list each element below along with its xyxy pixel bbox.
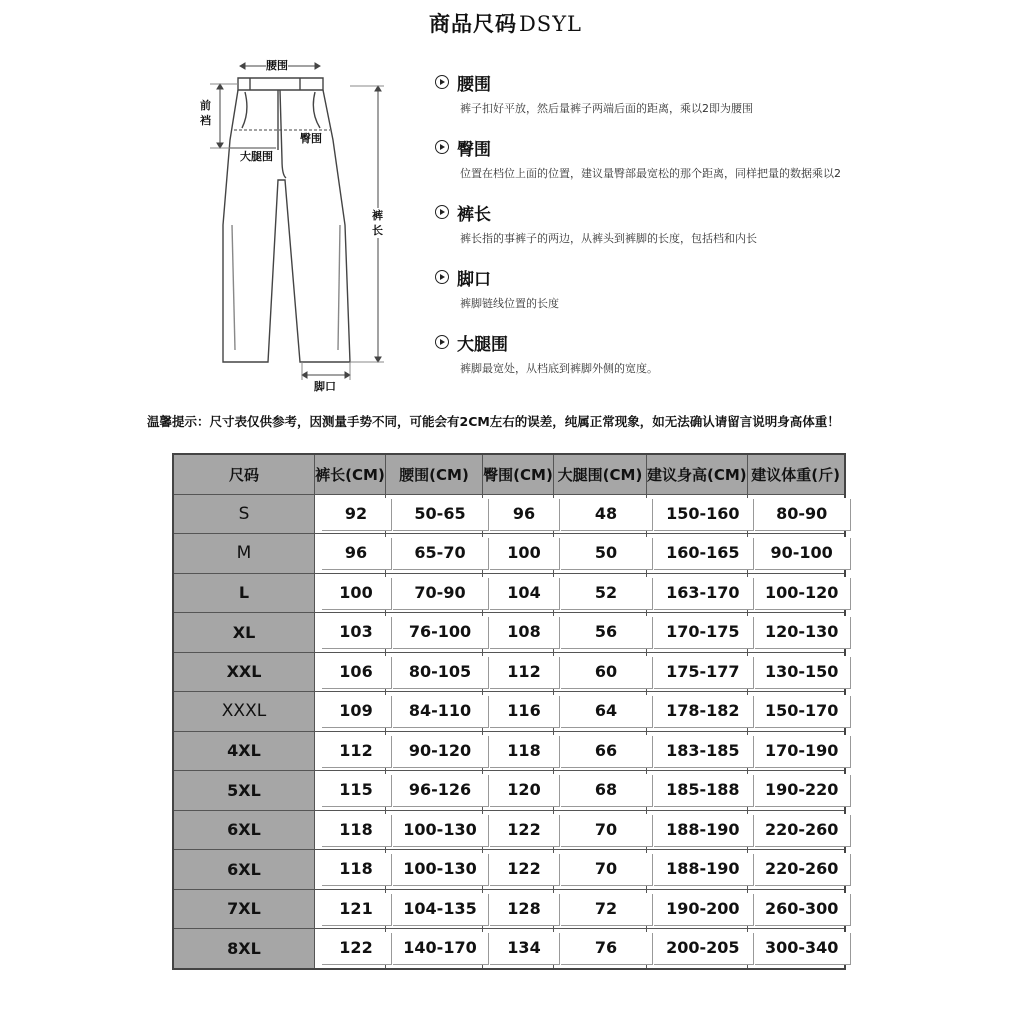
play-circle-icon [435,335,449,349]
cell-value: 116 [489,695,559,727]
definition-desc: 位置在档位上面的位置，建议量臀部最宽松的那个距离，同样把量的数据乘以2 [460,167,841,180]
table-cell [483,494,554,534]
table-cell [747,810,845,850]
cell-value: 96-126 [392,774,488,806]
cell-value: 163-170 [653,577,753,609]
cell-value: 68 [560,774,652,806]
table-cell [647,652,748,692]
table-cell [554,494,647,534]
definition-title: 脚口 [457,269,491,290]
cell-value: 50-65 [392,498,488,530]
cell-value: 220-260 [754,814,850,846]
cell-value: 170-175 [653,616,753,648]
table-cell [315,692,386,732]
cell-value: 130-150 [754,656,850,688]
cell-value: 122 [489,814,559,846]
cell-value: 134 [489,932,559,964]
table-cell [386,692,483,732]
cell-value: 170-190 [754,735,850,767]
table-cell [386,771,483,811]
table-cell [386,889,483,929]
table-cell [747,771,845,811]
table-row [173,534,845,574]
table-cell [483,850,554,890]
hip-label: 臀围 [300,132,322,145]
cell-value: 103 [321,616,391,648]
table-cell [315,771,386,811]
cell-value: 100-120 [754,577,850,609]
table-cell [315,850,386,890]
cell-value: 65-70 [392,537,488,569]
table-cell [315,494,386,534]
definition-waist [435,70,995,135]
cell-value: 56 [560,616,652,648]
definition-thigh [435,330,995,395]
table-cell [483,731,554,771]
size-label-cell: 8XL [173,929,315,969]
cell-value: 100 [321,577,391,609]
pants-diagram [190,50,405,400]
size-label-cell: XXL [173,652,315,692]
cell-value: 188-190 [653,814,753,846]
length-label: 裤长 [372,209,383,237]
size-label-cell: 6XL [173,810,315,850]
cell-value: 100-130 [392,853,488,885]
play-circle-icon [435,205,449,219]
table-cell [483,573,554,613]
table-row [173,494,845,534]
measurement-definitions [435,70,995,395]
cell-value: 108 [489,616,559,648]
table-cell [483,692,554,732]
table-cell [386,652,483,692]
table-cell [647,692,748,732]
size-label-cell: S [173,494,315,534]
table-cell [315,810,386,850]
column-header: 建议体重(斤) [747,454,845,494]
size-label-cell: M [173,534,315,574]
table-cell [315,573,386,613]
table-row [173,771,845,811]
size-table [172,453,846,970]
cell-value: 160-165 [653,537,753,569]
size-label-cell: 7XL [173,889,315,929]
cell-value: 122 [321,932,391,964]
cell-value: 70-90 [392,577,488,609]
table-cell [554,692,647,732]
table-cell [386,494,483,534]
table-cell [315,889,386,929]
cell-value: 66 [560,735,652,767]
table-cell [747,850,845,890]
table-row [173,810,845,850]
cell-value: 120-130 [754,616,850,648]
table-cell [747,652,845,692]
table-cell [647,731,748,771]
cell-value: 80-105 [392,656,488,688]
table-cell [647,810,748,850]
size-label-cell: XXXL [173,692,315,732]
table-cell [386,613,483,653]
table-cell [315,929,386,969]
cell-value: 175-177 [653,656,753,688]
cell-value: 96 [489,498,559,530]
table-cell [386,573,483,613]
cell-value: 120 [489,774,559,806]
cell-value: 122 [489,853,559,885]
table-cell [647,771,748,811]
cell-value: 100 [489,537,559,569]
table-cell [315,613,386,653]
front-rise-label: 前裆 [200,99,211,127]
definition-desc: 裤子扣好平放，然后量裤子两端后面的距离，乘以2即为腰围 [460,102,753,115]
table-cell [554,889,647,929]
table-cell [386,731,483,771]
definition-title: 大腿围 [457,334,508,355]
table-cell [747,494,845,534]
cell-value: 50 [560,537,652,569]
cell-value: 150-170 [754,695,850,727]
size-label-cell: 6XL [173,850,315,890]
cell-value: 112 [489,656,559,688]
table-cell [483,889,554,929]
table-row [173,889,845,929]
table-row [173,652,845,692]
table-row [173,850,845,890]
cell-value: 70 [560,814,652,846]
cell-value: 260-300 [754,893,850,925]
cell-value: 104-135 [392,893,488,925]
cell-value: 52 [560,577,652,609]
table-cell [647,889,748,929]
leg-opening-label: 脚口 [314,380,336,393]
cell-value: 185-188 [653,774,753,806]
definition-title: 裤长 [457,204,491,225]
column-header: 臀围(CM) [483,454,554,494]
cell-value: 112 [321,735,391,767]
table-cell [554,771,647,811]
table-cell [386,929,483,969]
table-cell [747,889,845,929]
cell-value: 118 [321,853,391,885]
definition-desc: 裤脚链线位置的长度 [460,297,559,310]
cell-value: 92 [321,498,391,530]
table-cell [386,850,483,890]
table-cell [647,850,748,890]
table-row [173,929,845,969]
cell-value: 190-220 [754,774,850,806]
table-cell [554,929,647,969]
table-cell [483,771,554,811]
column-header: 大腿围(CM) [554,454,647,494]
table-cell [647,613,748,653]
table-row [173,692,845,732]
cell-value: 183-185 [653,735,753,767]
cell-value: 90-120 [392,735,488,767]
table-cell [647,573,748,613]
table-row [173,731,845,771]
cell-value: 178-182 [653,695,753,727]
definition-hip [435,135,995,200]
play-circle-icon [435,140,449,154]
table-cell [315,534,386,574]
cell-value: 84-110 [392,695,488,727]
cell-value: 76-100 [392,616,488,648]
table-cell [747,692,845,732]
cell-value: 90-100 [754,537,850,569]
table-cell [554,850,647,890]
cell-value: 128 [489,893,559,925]
cell-value: 72 [560,893,652,925]
table-row [173,573,845,613]
cell-value: 188-190 [653,853,753,885]
table-cell [747,613,845,653]
cell-value: 140-170 [392,932,488,964]
table-header-row [173,454,845,494]
table-cell [747,929,845,969]
table-cell [647,534,748,574]
play-circle-icon [435,75,449,89]
size-table-body [173,494,845,969]
table-cell [554,573,647,613]
definition-length [435,200,995,265]
table-cell [647,929,748,969]
cell-value: 300-340 [754,932,850,964]
size-label-cell: L [173,573,315,613]
column-header: 尺码 [173,454,315,494]
definition-leg-opening [435,265,995,330]
table-cell [483,652,554,692]
cell-value: 150-160 [653,498,753,530]
cell-value: 70 [560,853,652,885]
size-label-cell: XL [173,613,315,653]
cell-value: 48 [560,498,652,530]
table-cell [386,534,483,574]
thigh-label: 大腿围 [240,150,273,163]
definition-desc: 裤长指的事裤子的两边，从裤头到裤脚的长度，包括档和内长 [460,232,757,245]
table-cell [747,731,845,771]
cell-value: 121 [321,893,391,925]
size-label-cell: 4XL [173,731,315,771]
table-cell [483,929,554,969]
column-header: 裤长(CM) [315,454,386,494]
cell-value: 80-90 [754,498,850,530]
cell-value: 200-205 [653,932,753,964]
table-cell [554,652,647,692]
definition-title: 臀围 [457,139,491,160]
table-cell [747,573,845,613]
cell-value: 118 [321,814,391,846]
table-cell [386,810,483,850]
cell-value: 64 [560,695,652,727]
waist-label: 腰围 [266,59,288,72]
cell-value: 100-130 [392,814,488,846]
table-cell [315,731,386,771]
table-cell [483,534,554,574]
cell-value: 106 [321,656,391,688]
cell-value: 190-200 [653,893,753,925]
cell-value: 220-260 [754,853,850,885]
definition-desc: 裤脚最宽处，从档底到裤脚外侧的宽度。 [460,362,658,375]
table-cell [747,534,845,574]
cell-value: 109 [321,695,391,727]
table-cell [554,731,647,771]
cell-value: 60 [560,656,652,688]
table-cell [315,652,386,692]
column-header: 腰围(CM) [386,454,483,494]
size-label-cell: 5XL [173,771,315,811]
table-cell [554,810,647,850]
table-cell [554,613,647,653]
page-title [0,8,1011,38]
cell-value: 104 [489,577,559,609]
column-header: 建议身高(CM) [647,454,748,494]
play-circle-icon [435,270,449,284]
table-cell [554,534,647,574]
cell-value: 115 [321,774,391,806]
table-row [173,613,845,653]
notice-text: 温馨提示：尺寸表仅供参考，因测量手势不同，可能会有2CM左右的误差，纯属正常现象，如无法确认请留言说明身高体重！ [147,414,840,429]
title-text: 商品尺码 [428,12,517,36]
table-cell [483,810,554,850]
table-cell [647,494,748,534]
brand-text: DSYL [518,12,583,36]
table-cell [483,613,554,653]
cell-value: 118 [489,735,559,767]
cell-value: 76 [560,932,652,964]
cell-value: 96 [321,537,391,569]
definition-title: 腰围 [457,74,491,95]
